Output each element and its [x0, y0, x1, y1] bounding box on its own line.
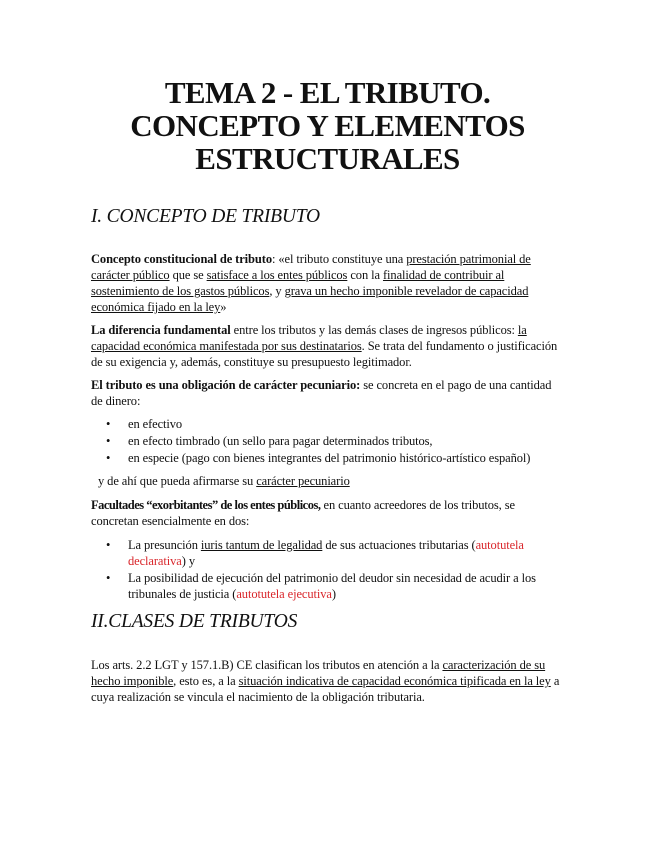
- paragraph-diferencia-fundamental: La diferencia fundamental entre los tributos y las demás clases de ingresos públicos: la capacidad económica manifestada por sus destinatarios. Se trata del fundamento o justificación de su exigencia y, además, constituye su presupuesto legitimador.: [91, 323, 558, 369]
- bullet-icon: •: [106, 417, 111, 431]
- paragraph-clases-tributos: Los arts. 2.2 LGT y 157.1.B) CE clasifican los tributos en atención a la caracterización de su hecho imponible, esto es, a la situación indicativa de capacidad económica tipificada en la ley a cuya realización se vincula el nacimiento de la obligación tributaria.: [91, 658, 560, 704]
- paragraph-concepto-constitucional: Concepto constitucional de tributo: «el tributo constituye una prestación patrimonial de carácter público que se satisface a los entes públicos con la finalidad de contribuir al sostenimiento de los gastos públicos, y grava un hecho imponible revelador de capacidad económica fijado en la ley»: [91, 252, 531, 314]
- bullet-icon: •: [106, 571, 111, 585]
- section-heading-clases: II.CLASES DE TRIBUTOS: [91, 611, 298, 632]
- list-item: • en efecto timbrado (un sello para pagar determinados tributos,: [106, 434, 433, 448]
- paragraph-facultades-exorbitantes: Facultades “exorbitantes” de los entes públicos, en cuanto acreedores de los tributos, se concretan esencialmente en dos:: [91, 498, 515, 528]
- list-item: • La presunción iuris tantum de legalidad de sus actuaciones tributarias (autotutela declarativa) y: [106, 538, 524, 568]
- title-line-1: TEMA 2 - EL TRIBUTO.: [164, 75, 491, 110]
- bullet-icon: •: [106, 451, 111, 465]
- title-line-3: ESTRUCTURALES: [195, 141, 460, 176]
- bullet-icon: •: [106, 538, 111, 552]
- bullet-icon: •: [106, 434, 111, 448]
- section-heading-concepto: I. CONCEPTO DE TRIBUTO: [91, 206, 320, 227]
- paragraph-caracter-pecuniario: y de ahí que pueda afirmarse su carácter pecuniario: [98, 474, 350, 488]
- list-item: • La posibilidad de ejecución del patrimonio del deudor sin necesidad de acudir a los tribunales de justicia (autotutela ejecutiva): [106, 571, 536, 601]
- list-item: • en especie (pago con bienes integrantes del patrimonio histórico-artístico español): [106, 451, 531, 465]
- document-title: [60, 76, 595, 175]
- paragraph-obligacion-pecuniaria: El tributo es una obligación de carácter pecuniario: se concreta en el pago de una cantidad de dinero:: [91, 378, 552, 408]
- title-line-2: CONCEPTO Y ELEMENTOS: [130, 108, 525, 143]
- list-facultades: [91, 537, 561, 602]
- list-formas-de-pago: [91, 416, 561, 466]
- list-item: • en efectivo: [106, 417, 183, 431]
